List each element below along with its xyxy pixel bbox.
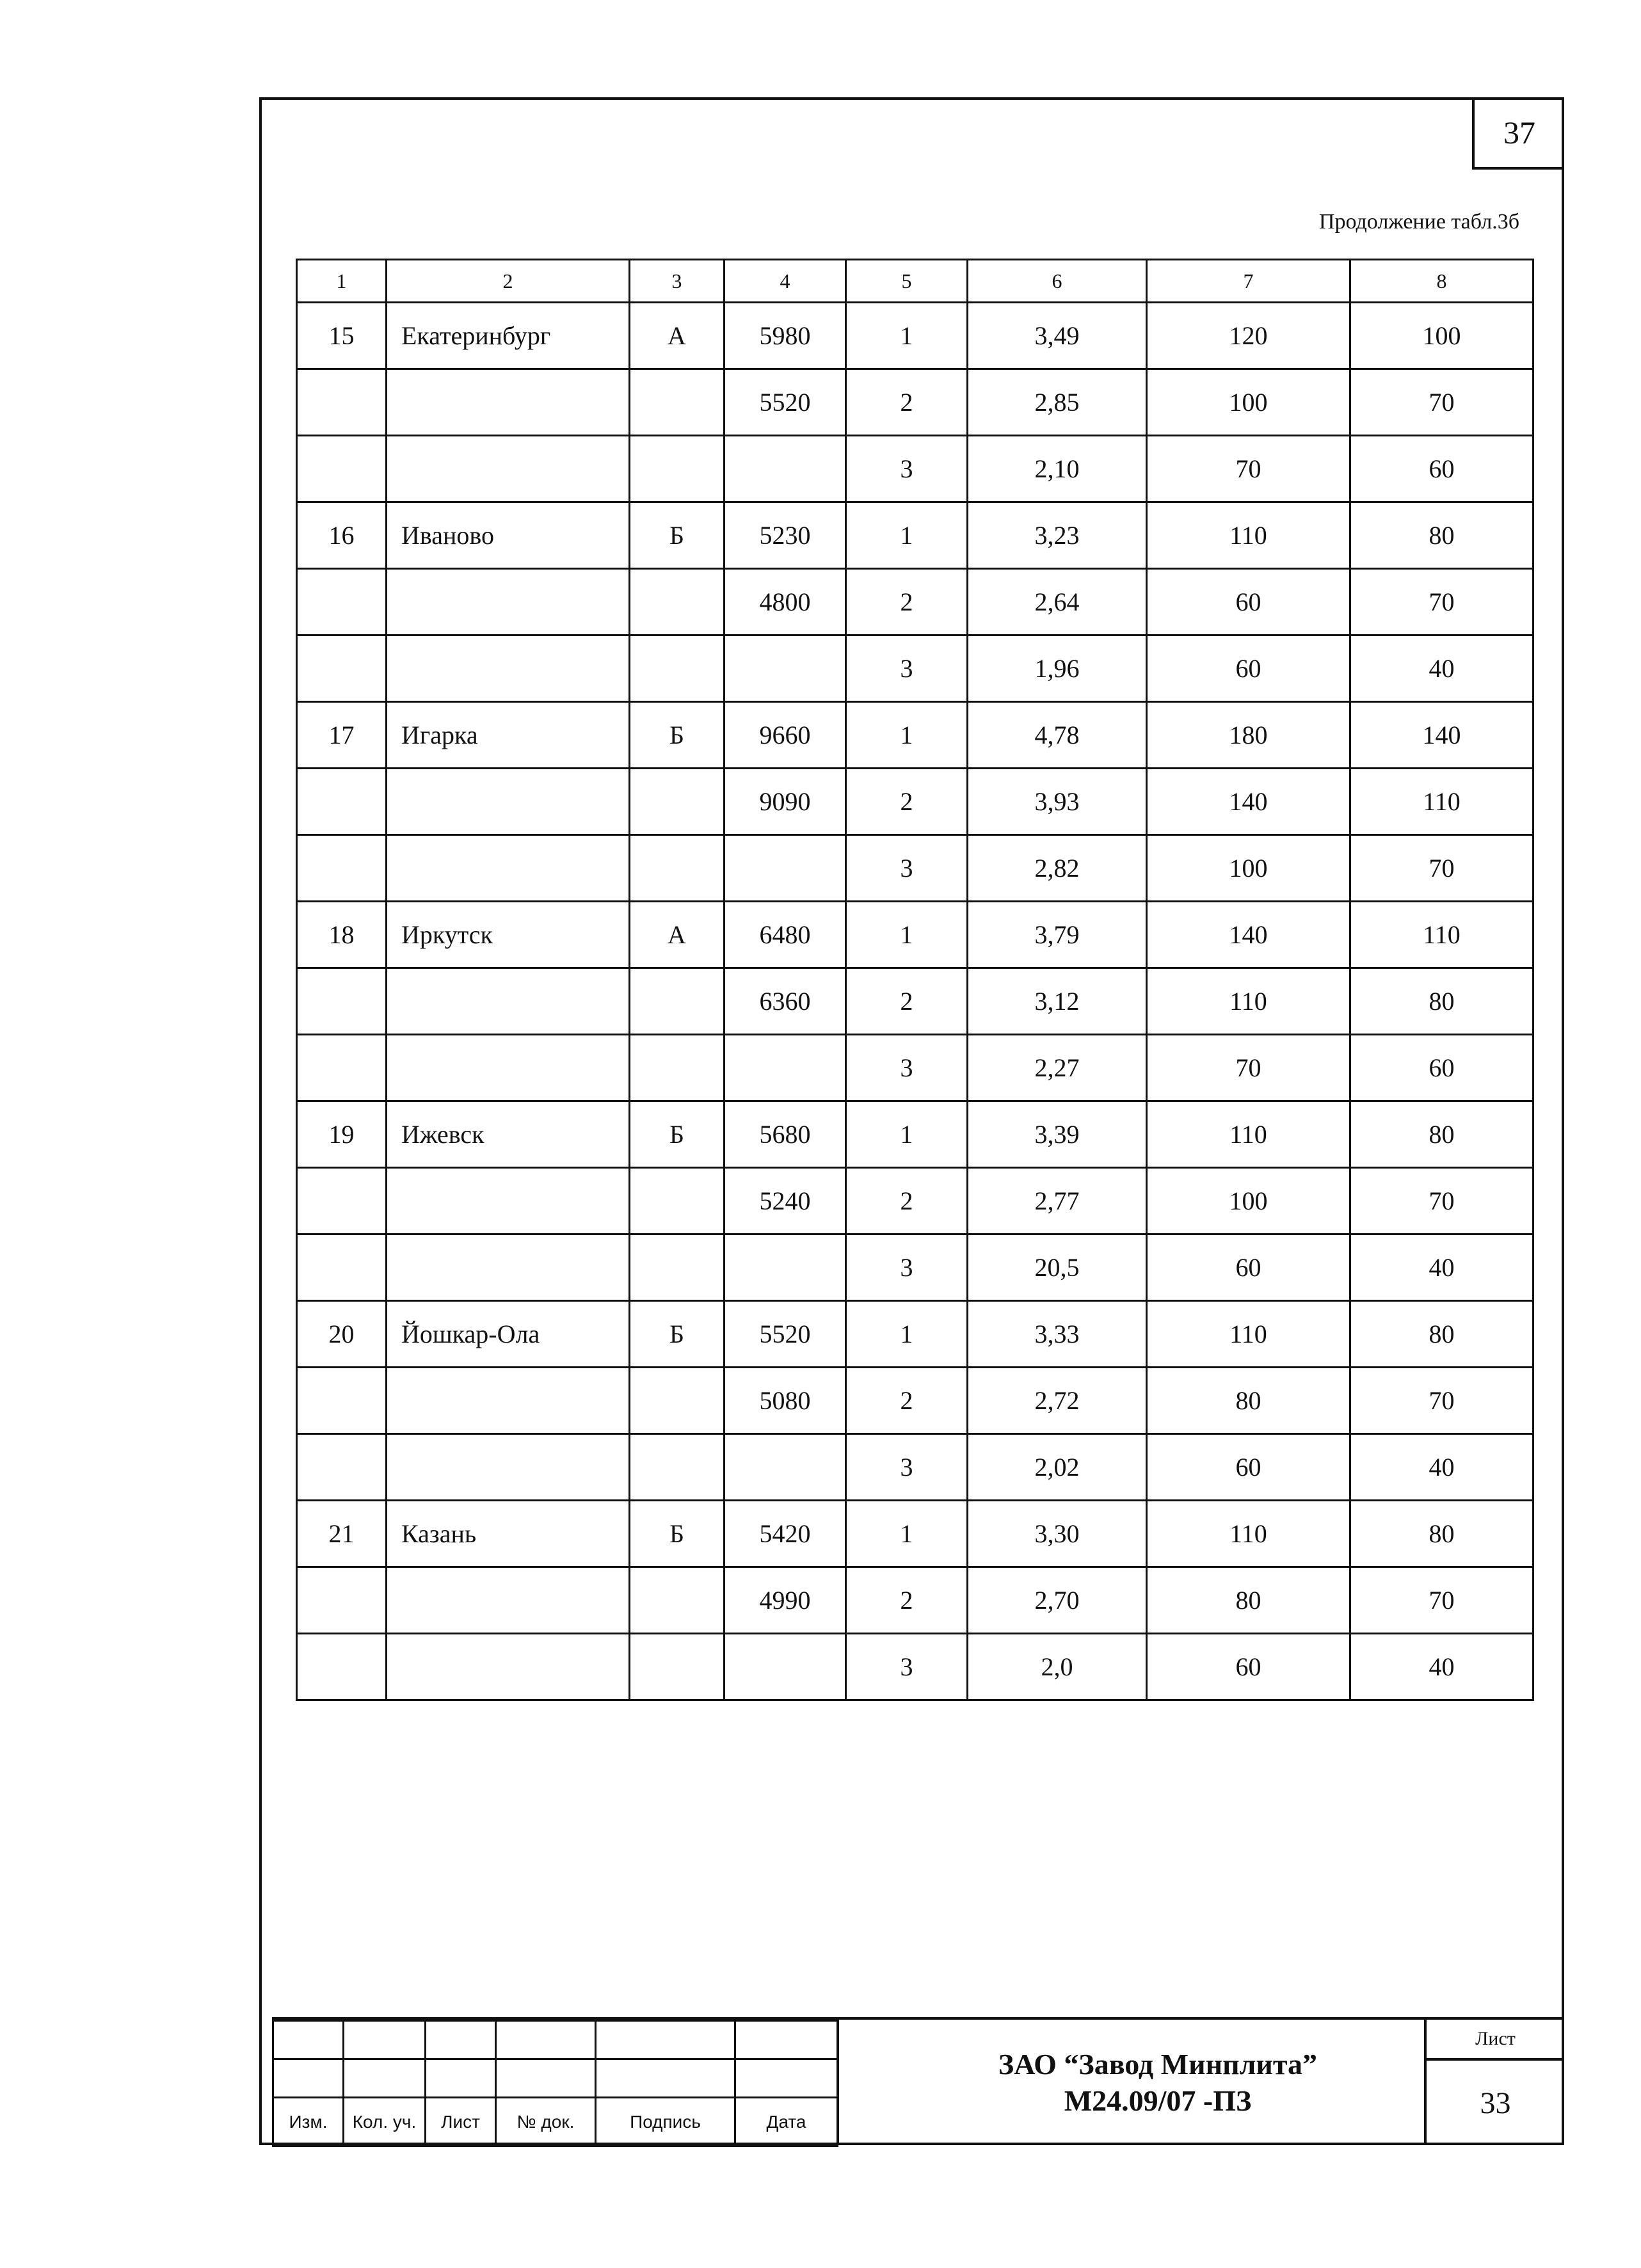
table-cell: 1: [846, 502, 968, 569]
table-row: [297, 1634, 1533, 1700]
table-row: [297, 436, 1533, 502]
table-cell: [297, 835, 387, 902]
stamp-title: [837, 2020, 1477, 2145]
table-cell: Б: [630, 1501, 724, 1567]
table-row: [297, 502, 1533, 569]
city-cell: [387, 1634, 630, 1700]
table-row: [297, 902, 1533, 968]
table-cell: 110: [1147, 968, 1350, 1035]
table-cell: 5980: [724, 303, 846, 369]
city-cell: Игарка: [387, 702, 630, 769]
table-cell: 70: [1350, 569, 1533, 635]
table-cell: [630, 1567, 724, 1634]
sheet-label: Лист: [1427, 2020, 1564, 2061]
table-row: [297, 1035, 1533, 1101]
table-row: [297, 1434, 1533, 1501]
table-cell: 2: [846, 769, 968, 835]
table-cell: [630, 1634, 724, 1700]
table-cell: 100: [1147, 835, 1350, 902]
table-cell: 20,5: [968, 1234, 1147, 1301]
table-cell: 60: [1147, 1234, 1350, 1301]
table-cell: [297, 1634, 387, 1700]
table-cell: Б: [630, 1101, 724, 1168]
table-row: [297, 1234, 1533, 1301]
table-cell: 110: [1147, 502, 1350, 569]
stamp-label-change: Изм.: [273, 2098, 344, 2146]
table-cell: [297, 369, 387, 436]
city-cell: [387, 769, 630, 835]
city-cell: [387, 968, 630, 1035]
table-cell: 80: [1350, 1501, 1533, 1567]
table-cell: [724, 635, 846, 702]
table-cell: 3,93: [968, 769, 1147, 835]
table-cell: 3,30: [968, 1501, 1147, 1567]
table-cell: 110: [1147, 1501, 1350, 1567]
table-cell: [297, 1368, 387, 1434]
city-cell: [387, 1234, 630, 1301]
table-cell: [630, 1234, 724, 1301]
table-cell: 2: [846, 569, 968, 635]
table-cell: [630, 1368, 724, 1434]
signature-grid: [272, 2020, 838, 2147]
table-cell: [630, 635, 724, 702]
table-cell: 2,64: [968, 569, 1147, 635]
table-cell: 1: [846, 1301, 968, 1368]
city-cell: [387, 835, 630, 902]
table-cell: 40: [1350, 635, 1533, 702]
city-cell: Екатеринбург: [387, 303, 630, 369]
city-cell: Иваново: [387, 502, 630, 569]
table-row: [297, 769, 1533, 835]
table-cell: 60: [1147, 635, 1350, 702]
table-cell: 140: [1147, 769, 1350, 835]
table-cell: 16: [297, 502, 387, 569]
table-cell: 70: [1350, 1368, 1533, 1434]
table-cell: 70: [1147, 1035, 1350, 1101]
table-cell: [297, 769, 387, 835]
table-cell: 3,12: [968, 968, 1147, 1035]
table-cell: 70: [1350, 1168, 1533, 1234]
table-row: [297, 303, 1533, 369]
column-header: 8: [1350, 260, 1533, 303]
organization-name: ЗАО “Завод Минплита”: [998, 2047, 1318, 2080]
table-cell: [630, 835, 724, 902]
table-cell: Б: [630, 1301, 724, 1368]
table-cell: 70: [1350, 369, 1533, 436]
table-cell: [724, 1035, 846, 1101]
table-row: [297, 702, 1533, 769]
table-cell: 2,72: [968, 1368, 1147, 1434]
table-cell: 120: [1147, 303, 1350, 369]
table-cell: [630, 1035, 724, 1101]
stamp-sheet-box: [1424, 2020, 1564, 2145]
table-cell: 1,96: [968, 635, 1147, 702]
table-cell: 15: [297, 303, 387, 369]
table-cell: 3,33: [968, 1301, 1147, 1368]
table-cell: 2: [846, 1168, 968, 1234]
table-cell: 140: [1350, 702, 1533, 769]
table-cell: [630, 968, 724, 1035]
table-cell: 19: [297, 1101, 387, 1168]
table-cell: 100: [1147, 369, 1350, 436]
table-cell: 5520: [724, 369, 846, 436]
table-cell: 70: [1350, 1567, 1533, 1634]
table-cell: 80: [1147, 1567, 1350, 1634]
table-cell: [297, 1035, 387, 1101]
table-body: [297, 303, 1533, 1700]
table-cell: 18: [297, 902, 387, 968]
table-cell: 1: [846, 702, 968, 769]
table-row: [297, 835, 1533, 902]
city-cell: Йошкар-Ола: [387, 1301, 630, 1368]
table-cell: 3,49: [968, 303, 1147, 369]
table-cell: 3: [846, 635, 968, 702]
table-cell: 70: [1350, 835, 1533, 902]
table-cell: 2,85: [968, 369, 1147, 436]
table-cell: 80: [1350, 1301, 1533, 1368]
table-continuation-label: Продолжение табл.3б: [1318, 210, 1519, 234]
table-cell: 2: [846, 968, 968, 1035]
table-cell: 1: [846, 303, 968, 369]
table-cell: 4800: [724, 569, 846, 635]
table-cell: [297, 436, 387, 502]
table-row: [297, 968, 1533, 1035]
table-cell: 60: [1350, 1035, 1533, 1101]
table-cell: 3: [846, 1035, 968, 1101]
table-cell: 5240: [724, 1168, 846, 1234]
column-header: 3: [630, 260, 724, 303]
table-cell: Б: [630, 502, 724, 569]
column-header: 7: [1147, 260, 1350, 303]
table-cell: 2,02: [968, 1434, 1147, 1501]
column-header: 6: [968, 260, 1147, 303]
table-cell: 180: [1147, 702, 1350, 769]
table-cell: [297, 1168, 387, 1234]
table-cell: 3: [846, 1434, 968, 1501]
city-cell: [387, 1567, 630, 1634]
stamp-label-count: Кол. уч.: [344, 2098, 426, 2146]
city-cell: Казань: [387, 1501, 630, 1567]
table-cell: 2: [846, 1567, 968, 1634]
column-header: 1: [297, 260, 387, 303]
table-cell: [724, 1634, 846, 1700]
table-cell: 5080: [724, 1368, 846, 1434]
city-cell: [387, 1368, 630, 1434]
stamp-label-signature: Подпись: [596, 2098, 735, 2146]
table-cell: 80: [1147, 1368, 1350, 1434]
city-cell: [387, 436, 630, 502]
table-cell: 2,77: [968, 1168, 1147, 1234]
table-cell: [630, 1434, 724, 1501]
table-cell: [297, 1234, 387, 1301]
city-cell: [387, 1035, 630, 1101]
table-cell: 110: [1147, 1301, 1350, 1368]
table-cell: 2: [846, 369, 968, 436]
table-cell: 110: [1350, 902, 1533, 968]
city-cell: [387, 569, 630, 635]
table-cell: [630, 369, 724, 436]
table-cell: 100: [1350, 303, 1533, 369]
table-cell: 80: [1350, 968, 1533, 1035]
table-cell: 40: [1350, 1634, 1533, 1700]
table-cell: [630, 769, 724, 835]
table-cell: 6360: [724, 968, 846, 1035]
table-cell: [630, 436, 724, 502]
table-cell: Б: [630, 702, 724, 769]
table-cell: 3: [846, 1634, 968, 1700]
table-cell: [724, 1234, 846, 1301]
table-cell: 17: [297, 702, 387, 769]
table-cell: 110: [1350, 769, 1533, 835]
table-cell: [297, 1434, 387, 1501]
column-header: 4: [724, 260, 846, 303]
table-cell: [297, 635, 387, 702]
table-cell: 100: [1147, 1168, 1350, 1234]
table-cell: 1: [846, 1101, 968, 1168]
table-row: [297, 635, 1533, 702]
table-cell: [297, 569, 387, 635]
table-cell: [297, 968, 387, 1035]
table-cell: 2,0: [968, 1634, 1147, 1700]
table-cell: 4,78: [968, 702, 1147, 769]
table-cell: 4990: [724, 1567, 846, 1634]
table-row: [297, 569, 1533, 635]
table-row: [297, 1501, 1533, 1567]
table-cell: 2,10: [968, 436, 1147, 502]
table-row: [297, 1301, 1533, 1368]
table-cell: 40: [1350, 1234, 1533, 1301]
table-cell: 6480: [724, 902, 846, 968]
table-cell: А: [630, 902, 724, 968]
stamp-label-sheet: Лист: [426, 2098, 496, 2146]
table-cell: 140: [1147, 902, 1350, 968]
table-cell: 3,39: [968, 1101, 1147, 1168]
table-row: [297, 1368, 1533, 1434]
column-header: 5: [846, 260, 968, 303]
table-cell: 60: [1350, 436, 1533, 502]
table-cell: 3,23: [968, 502, 1147, 569]
column-header: 2: [387, 260, 630, 303]
table-cell: 60: [1147, 1434, 1350, 1501]
table-cell: 3: [846, 436, 968, 502]
city-cell: [387, 1434, 630, 1501]
city-cell: [387, 369, 630, 436]
table-cell: 5680: [724, 1101, 846, 1168]
table-cell: 60: [1147, 569, 1350, 635]
table-cell: 2,70: [968, 1567, 1147, 1634]
table-row: [297, 369, 1533, 436]
stamp-label-doc-number: № док.: [496, 2098, 596, 2146]
city-cell: [387, 1168, 630, 1234]
table-cell: 2: [846, 1368, 968, 1434]
table-cell: А: [630, 303, 724, 369]
table-header-row: [297, 260, 1533, 303]
table-cell: 70: [1147, 436, 1350, 502]
stamp-label-date: Дата: [735, 2098, 838, 2146]
table-row: [297, 1101, 1533, 1168]
table-cell: [630, 1168, 724, 1234]
table-cell: 60: [1147, 1634, 1350, 1700]
table-cell: 9090: [724, 769, 846, 835]
table-cell: [724, 1434, 846, 1501]
table-cell: 5420: [724, 1501, 846, 1567]
data-table: [296, 259, 1534, 1701]
table-cell: [724, 835, 846, 902]
title-block: [272, 2017, 1564, 2145]
table-cell: 9660: [724, 702, 846, 769]
city-cell: [387, 635, 630, 702]
table-cell: [630, 569, 724, 635]
city-cell: Иркутск: [387, 902, 630, 968]
table-cell: 3: [846, 1234, 968, 1301]
table-cell: 110: [1147, 1101, 1350, 1168]
table-cell: 21: [297, 1501, 387, 1567]
page-number: 37: [1472, 97, 1564, 170]
document-code: М24.09/07 -ПЗ: [1064, 2084, 1252, 2117]
table-cell: [724, 436, 846, 502]
table-cell: 80: [1350, 502, 1533, 569]
table-cell: 1: [846, 902, 968, 968]
city-cell: Ижевск: [387, 1101, 630, 1168]
table-row: [297, 1567, 1533, 1634]
table-cell: 2,82: [968, 835, 1147, 902]
table-cell: 5230: [724, 502, 846, 569]
table-cell: 80: [1350, 1101, 1533, 1168]
table-cell: [297, 1567, 387, 1634]
table-cell: 20: [297, 1301, 387, 1368]
table-cell: 5520: [724, 1301, 846, 1368]
table-cell: 3: [846, 835, 968, 902]
table-cell: 1: [846, 1501, 968, 1567]
table-row: [297, 1168, 1533, 1234]
table-cell: 40: [1350, 1434, 1533, 1501]
sheet-number: 33: [1480, 2086, 1511, 2120]
table-cell: 3,79: [968, 902, 1147, 968]
table-cell: 2,27: [968, 1035, 1147, 1101]
